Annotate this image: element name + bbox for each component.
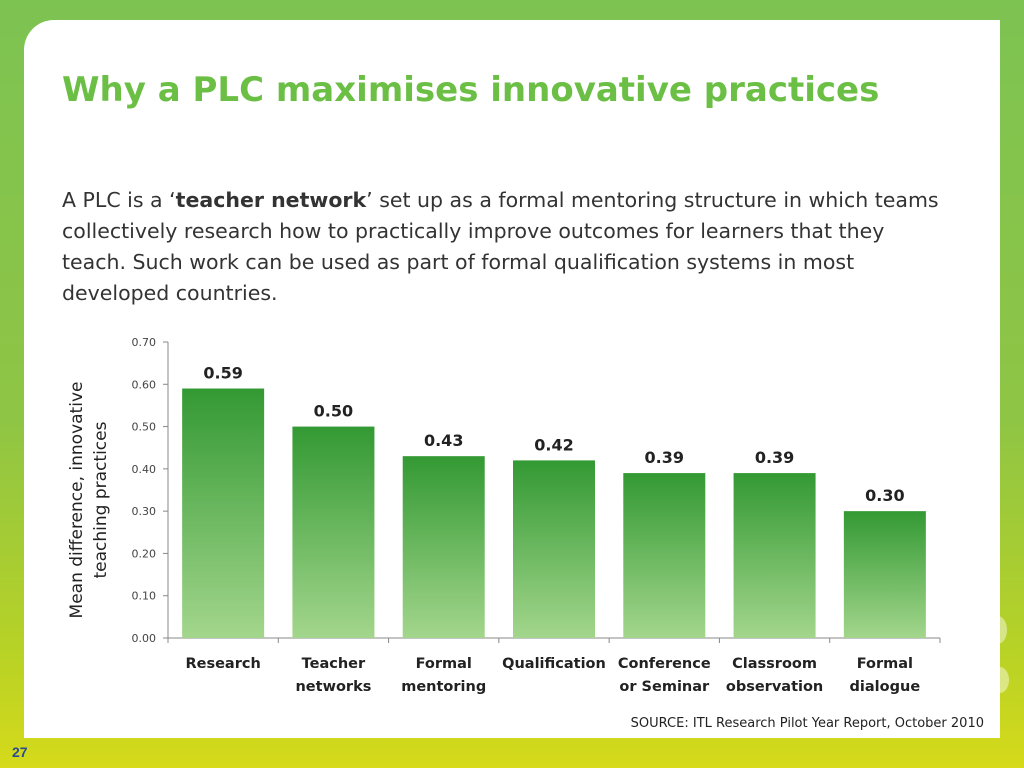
intro-bold: teacher network [175,188,367,212]
bar [182,389,264,638]
category-label: or Seminar [619,679,710,695]
category-label: Research [185,656,261,672]
category-label: Conference [617,656,711,672]
intro-prefix: A PLC is a ‘ [62,188,176,212]
category-label: dialogue [849,679,921,695]
leaf-decoration-icon [958,580,1018,730]
bar [623,473,705,638]
category-label: networks [295,679,372,695]
intro-suffix: ’ set up as a formal mentoring structure in which teams collectively research how to practically improve outcomes for learners that they teach. Such work can be used as part of formal qualification systems in most developed countries. [62,188,939,305]
bar [734,473,816,638]
bar [292,427,374,638]
y-tick-label: 0.40 [131,462,156,476]
y-tick-label: 0.10 [131,589,156,603]
category-label: Teacher [301,656,366,672]
bar [844,511,926,638]
category-label: Classroom [732,656,817,672]
category-label: Formal [856,656,914,672]
bar-value-label: 0.43 [423,431,464,451]
category-label: mentoring [401,679,487,695]
page-number: 27 [12,744,28,760]
y-tick-label: 0.00 [131,632,156,645]
y-tick-label: 0.70 [131,336,156,349]
bar-value-label: 0.39 [754,448,795,468]
y-tick-label: 0.60 [131,378,156,392]
y-tick-label: 0.20 [131,547,156,561]
category-label: Qualification [502,656,606,672]
slide-title: Why a PLC maximises innovative practices [62,70,880,110]
bar-value-label: 0.39 [644,448,685,468]
category-label: Formal [415,656,472,672]
source-note: SOURCE: ITL Research Pilot Year Report, October 2010 [630,716,984,731]
bar-value-label: 0.59 [203,363,243,383]
bar-value-label: 0.30 [865,486,905,506]
bar-value-label: 0.50 [313,401,354,421]
y-tick-label: 0.50 [131,420,156,434]
bar-chart [0,320,1024,710]
bar [403,456,485,638]
bar [513,460,595,638]
y-axis-title: Mean difference, innovative [67,381,87,619]
intro-paragraph [62,185,952,309]
y-axis-title: teaching practices [91,421,111,579]
category-label: observation [725,679,824,695]
bar-value-label: 0.42 [534,435,574,455]
y-tick-label: 0.30 [131,505,156,519]
